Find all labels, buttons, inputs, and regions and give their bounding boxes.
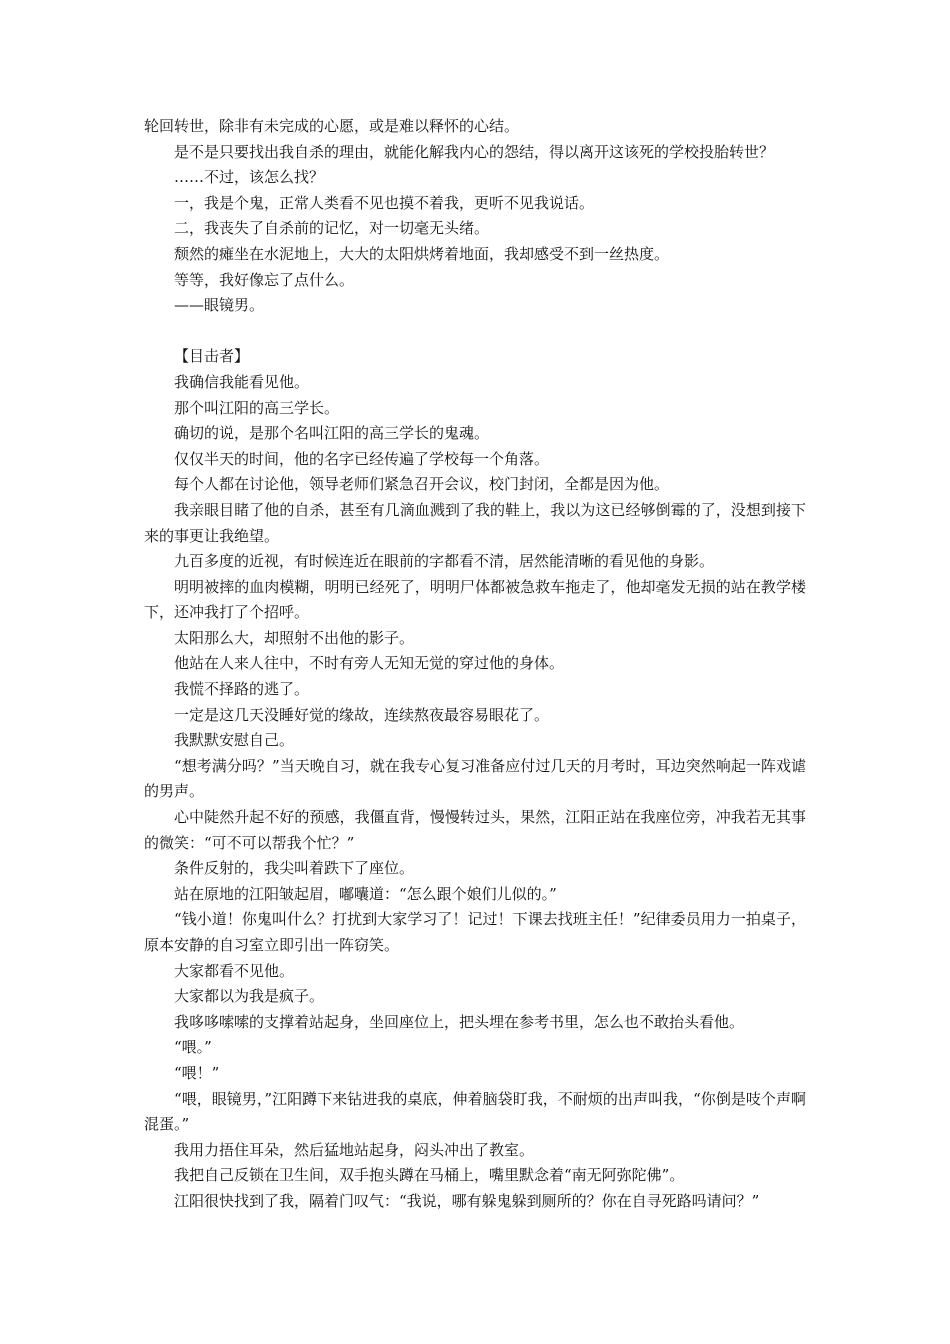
paragraph: 心中陡然升起不好的预感，我僵直背，慢慢转过头，果然，江阳正站在我座位旁，冲我若无其事的微笑：“可不可以帮我个忙？” xyxy=(144,808,806,852)
paragraph: “想考满分吗？”当天晚自习，就在我专心复习准备应付过几天的月考时，耳边突然响起一阵戏谑的男声。 xyxy=(144,756,806,801)
paragraph: 一定是这几天没睡好觉的缘故，连续熬夜最容易眼花了。 xyxy=(174,705,550,724)
paragraph: 一，我是个鬼，正常人类看不见也摸不着我，更听不见我说话。 xyxy=(174,193,595,212)
paragraph: “喂。” xyxy=(174,1038,212,1057)
paragraph: 那个叫江阳的高三学长。 xyxy=(174,398,340,417)
paragraph: 是不是只要找出我自杀的理由，就能化解我内心的怨结，得以离开这该死的学校投胎转世？ xyxy=(174,142,775,161)
paragraph: 确切的说，是那个名叫江阳的高三学长的鬼魂。 xyxy=(174,424,490,443)
paragraph: 江阳很快找到了我，隔着门叹气：“我说，哪有躲鬼躲到厕所的？你在自寻死路吗请问？” xyxy=(174,1191,760,1210)
paragraph: 我默默安慰自己。 xyxy=(174,731,295,750)
paragraph: 每个人都在讨论他，领导老师们紧急召开会议，校门封闭，全都是因为他。 xyxy=(174,475,670,494)
paragraph: ——眼镜男。 xyxy=(174,296,265,315)
paragraph: 太阳那么大，却照射不出他的影子。 xyxy=(174,628,415,647)
paragraph: 我亲眼目睹了他的自杀，甚至有几滴血溅到了我的鞋上，我以为这已经够倒霉的了，没想到接下来的事更让我绝望。 xyxy=(144,500,806,545)
paragraph: 站在原地的江阳皱起眉，嘟囔道：“怎么跟个娘们儿似的。” xyxy=(174,884,557,903)
paragraph-continued: 轮回转世，除非有未完成的心愿，或是难以释怀的心结。 xyxy=(144,117,520,135)
paragraph: 我哆哆嗦嗦的支撑着站起身，坐回座位上，把头埋在参考书里，怎么也不敢抬头看他。 xyxy=(174,1012,745,1031)
paragraph: 我用力捂住耳朵，然后猛地站起身，闷头冲出了教室。 xyxy=(174,1140,535,1159)
paragraph: 他站在人来人往中，不时有旁人无知无觉的穿过他的身体。 xyxy=(174,654,565,673)
paragraph: 我慌不择路的逃了。 xyxy=(174,680,310,699)
paragraph: 条件反射的，我尖叫着跌下了座位。 xyxy=(174,859,415,878)
paragraph: 仅仅半天的时间，他的名字已经传遍了学校每一个角落。 xyxy=(174,449,550,468)
paragraph: 二，我丧失了自杀前的记忆，对一切毫无头绪。 xyxy=(174,219,490,238)
paragraph: 大家都以为我是疯子。 xyxy=(174,987,325,1006)
paragraph: “喂，眼镜男，”江阳蹲下来钻进我的桌底，伸着脑袋盯我，不耐烦的出声叫我，“你倒是吱个声啊混蛋。” xyxy=(144,1089,806,1134)
paragraph: 九百多度的近视，有时候连近在眼前的字都看不清，居然能清晰的看见他的身影。 xyxy=(174,552,715,571)
paragraph: “钱小道！你鬼叫什么？打扰到大家学习了！记过！下课去找班主任！”纪律委员用力一拍桌子，原本安静的自习室立即引出一阵窃笑。 xyxy=(144,910,806,954)
section-heading: 【目击者】 xyxy=(174,347,250,366)
paragraph: ……不过，该怎么找？ xyxy=(174,168,325,187)
blank-line xyxy=(144,319,806,345)
paragraph: 我确信我能看见他。 xyxy=(174,372,310,391)
paragraph: 大家都看不见他。 xyxy=(174,961,295,980)
paragraph: 明明被摔的血肉模糊，明明已经死了，明明尸体都被急救车拖走了，他却毫发无损的站在教学楼下，还冲我打了个招呼。 xyxy=(144,577,806,622)
document-body xyxy=(144,114,806,1215)
paragraph: 我把自己反锁在卫生间，双手抱头蹲在马桶上，嘴里默念着“南无阿弥陀佛”。 xyxy=(174,1166,685,1185)
paragraph: 等等，我好像忘了点什么。 xyxy=(174,270,355,289)
paragraph: “喂！” xyxy=(174,1063,220,1082)
paragraph: 颓然的瘫坐在水泥地上，大大的太阳烘烤着地面，我却感受不到一丝热度。 xyxy=(174,244,670,263)
